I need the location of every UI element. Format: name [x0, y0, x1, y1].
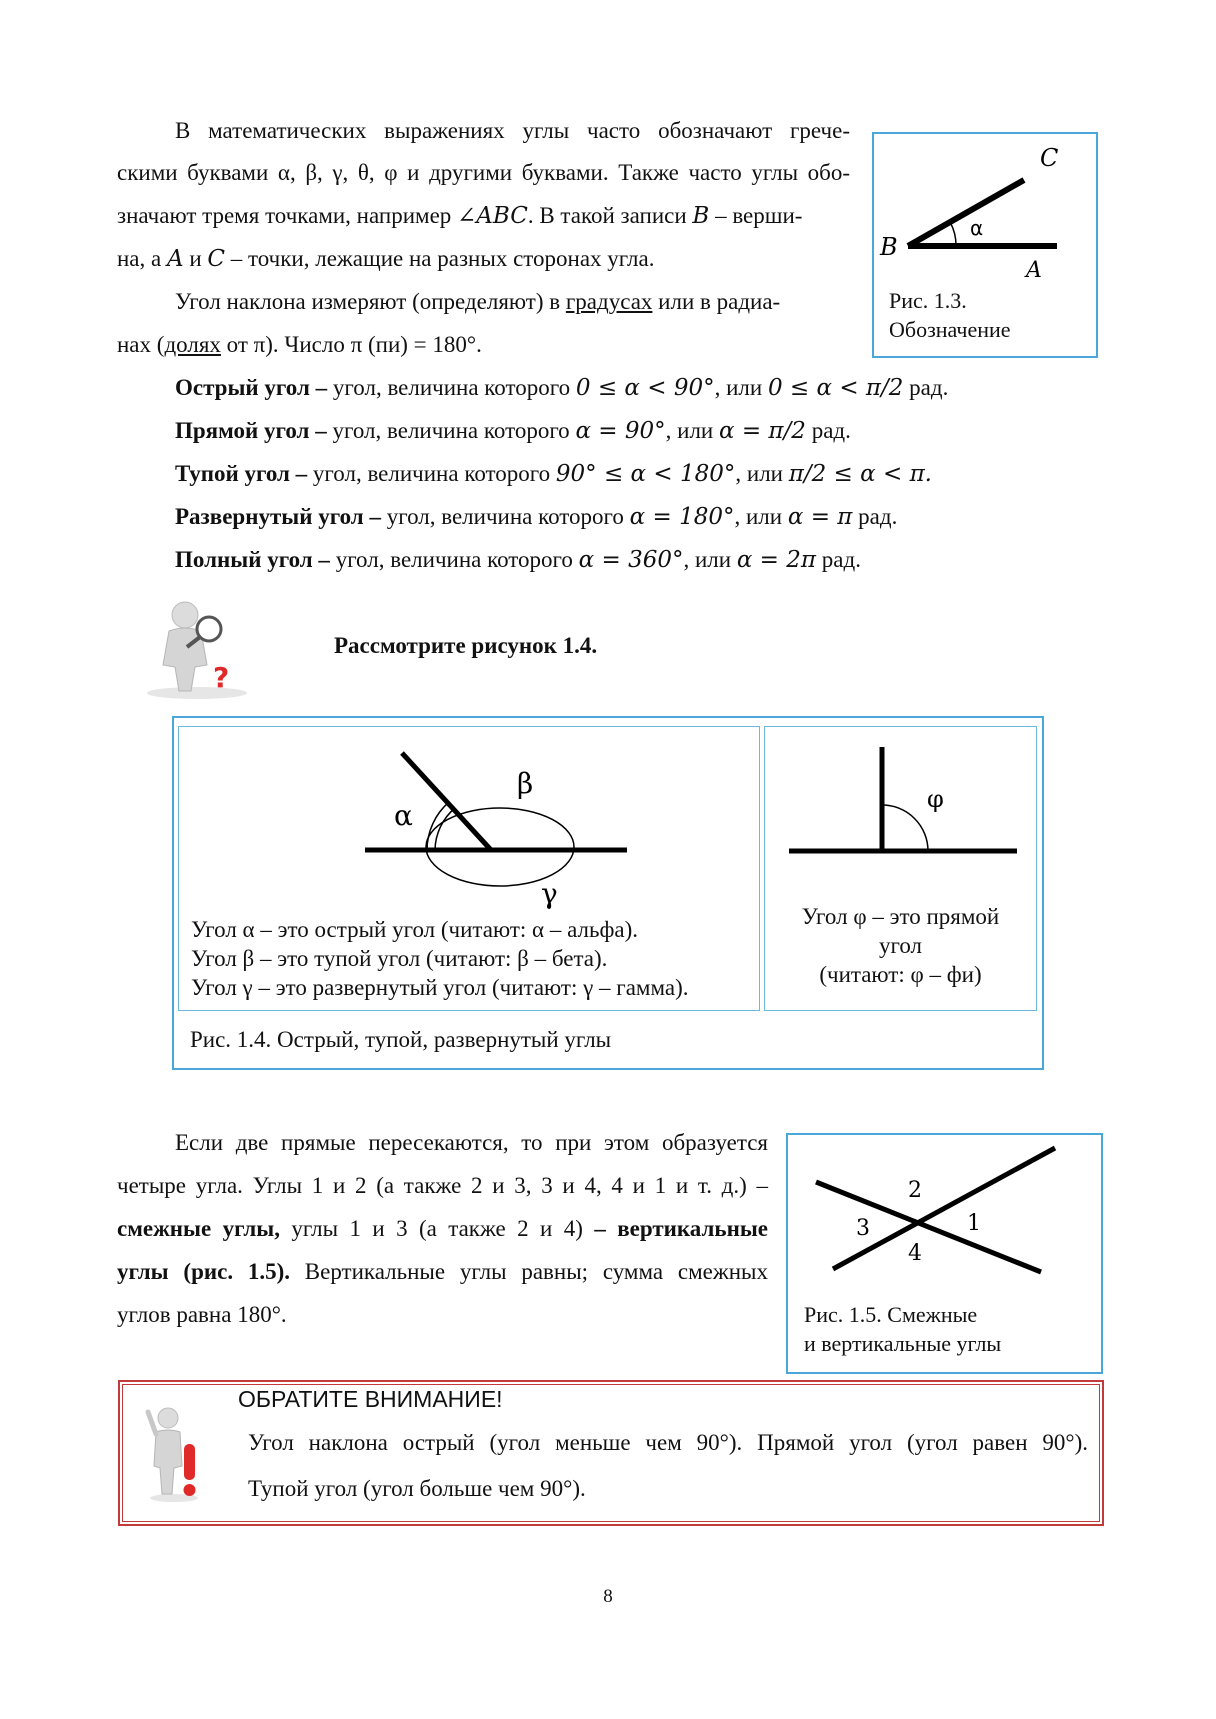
fig13-caption-line1: Рис. 1.3.	[889, 288, 967, 313]
p2-line1: Угол наклона измеряют (определяют) в градусах или в радиа-	[175, 289, 781, 314]
figure-1-4	[172, 716, 1044, 1070]
fig14-right-line3: (читают: φ – фи)	[819, 962, 982, 987]
note-line2: Тупой угол (угол больше чем 90°).	[248, 1476, 586, 1501]
label-c: C	[1040, 144, 1059, 172]
p1-line2: скими буквами α, β, γ, θ, φ и другими буквами. Также часто углы обо-	[117, 160, 850, 185]
exclamation-person-icon	[142, 1404, 212, 1504]
fig14-caption: Рис. 1.4. Острый, тупой, развернутый углы	[190, 1027, 612, 1052]
fig14-left-line3: Угол γ – это развернутый угол (читают: γ – гамма).	[191, 975, 689, 1000]
figure-1-3	[872, 132, 1098, 358]
def-acute: Острый угол – угол, величина которого 0 ≤ α < 90°, или 0 ≤ α < π/2 рад.	[175, 375, 949, 401]
label-beta: β	[517, 767, 534, 800]
fig14-right-line1: Угол φ – это прямой	[801, 904, 1000, 929]
p3-line4: углы (рис. 1.5). Вертикальные углы равны; сумма смежных	[117, 1259, 768, 1284]
p1-line3: значают тремя точками, например ∠ABC. В такой записи B – верши-	[117, 203, 803, 229]
def-full: Полный угол – угол, величина которого α = 360°, или α = 2π рад.	[175, 547, 861, 573]
label-4: 4	[908, 1241, 922, 1266]
label-2: 2	[908, 1178, 922, 1203]
label-phi: φ	[927, 785, 944, 813]
p3-line2: четыре угла. Углы 1 и 2 (а также 2 и 3, 3 и 4, 4 и 1 и т. д.) –	[117, 1173, 768, 1198]
svg-text:?: ?	[213, 661, 230, 694]
label-a: A	[1026, 258, 1042, 283]
label-alpha: α	[394, 799, 413, 832]
fig15-caption-line2: и вертикальные углы	[804, 1331, 1002, 1356]
magnifier-person-icon	[117, 595, 277, 700]
fractions-link[interactable]: долях	[164, 332, 221, 357]
p2-line2: нах (долях от π). Число π (пи) = 180°.	[117, 332, 482, 357]
angle-abc-diagram	[874, 134, 1096, 284]
note-title: ОБРАТИТЕ ВНИМАНИЕ!	[238, 1386, 503, 1412]
attention-note	[118, 1380, 1104, 1526]
fig14-left-line2: Угол β – это тупой угол (читают: β – бета).	[191, 946, 608, 971]
p3-line3: смежные углы, углы 1 и 3 (а также 2 и 4) – вертикальные	[117, 1216, 768, 1241]
label-1: 1	[967, 1211, 981, 1236]
p3-line1: Если две прямые пересекаются, то при этом образуется	[175, 1130, 768, 1155]
page-number: 8	[603, 1586, 613, 1607]
figure-1-5	[786, 1133, 1103, 1374]
fig13-caption-line2: Обозначение	[889, 317, 1011, 342]
vertical-angles-diagram	[788, 1135, 1101, 1285]
label-3: 3	[856, 1216, 870, 1241]
fig14-left-panel	[178, 726, 760, 1011]
label-gamma: γ	[541, 877, 558, 910]
fig15-caption-line1: Рис. 1.5. Смежные	[804, 1302, 978, 1327]
p3-line5: углов равна 180°.	[117, 1302, 287, 1327]
def-obtuse: Тупой угол – угол, величина которого 90° ≤ α < 180°, или π/2 ≤ α < π.	[175, 461, 932, 487]
def-right: Прямой угол – угол, величина которого α = 90°, или α = π/2 рад.	[175, 418, 851, 444]
right-angle-diagram	[765, 727, 1036, 867]
def-straight: Развернутый угол – угол, величина которого α = 180°, или α = π рад.	[175, 504, 898, 530]
fig14-right-panel	[764, 726, 1037, 1011]
p1-line1: В математических выражениях углы часто обозначают грече-	[175, 118, 850, 143]
note-line1: Угол наклона острый (угол меньше чем 90°). Прямой угол (угол равен 90°).	[248, 1430, 1088, 1455]
acute-obtuse-straight-diagram	[179, 727, 759, 917]
label-b: B	[880, 233, 898, 261]
consider-figure-text: Рассмотрите рисунок 1.4.	[334, 633, 598, 658]
fig14-right-line2: угол	[878, 933, 923, 958]
fig14-left-line1: Угол α – это острый угол (читают: α – альфа).	[191, 917, 638, 942]
label-alpha: α	[970, 216, 984, 240]
p1-line4: на, а A и C – точки, лежащие на разных сторонах угла.	[117, 246, 655, 272]
degrees-link[interactable]: градусах	[565, 289, 653, 314]
